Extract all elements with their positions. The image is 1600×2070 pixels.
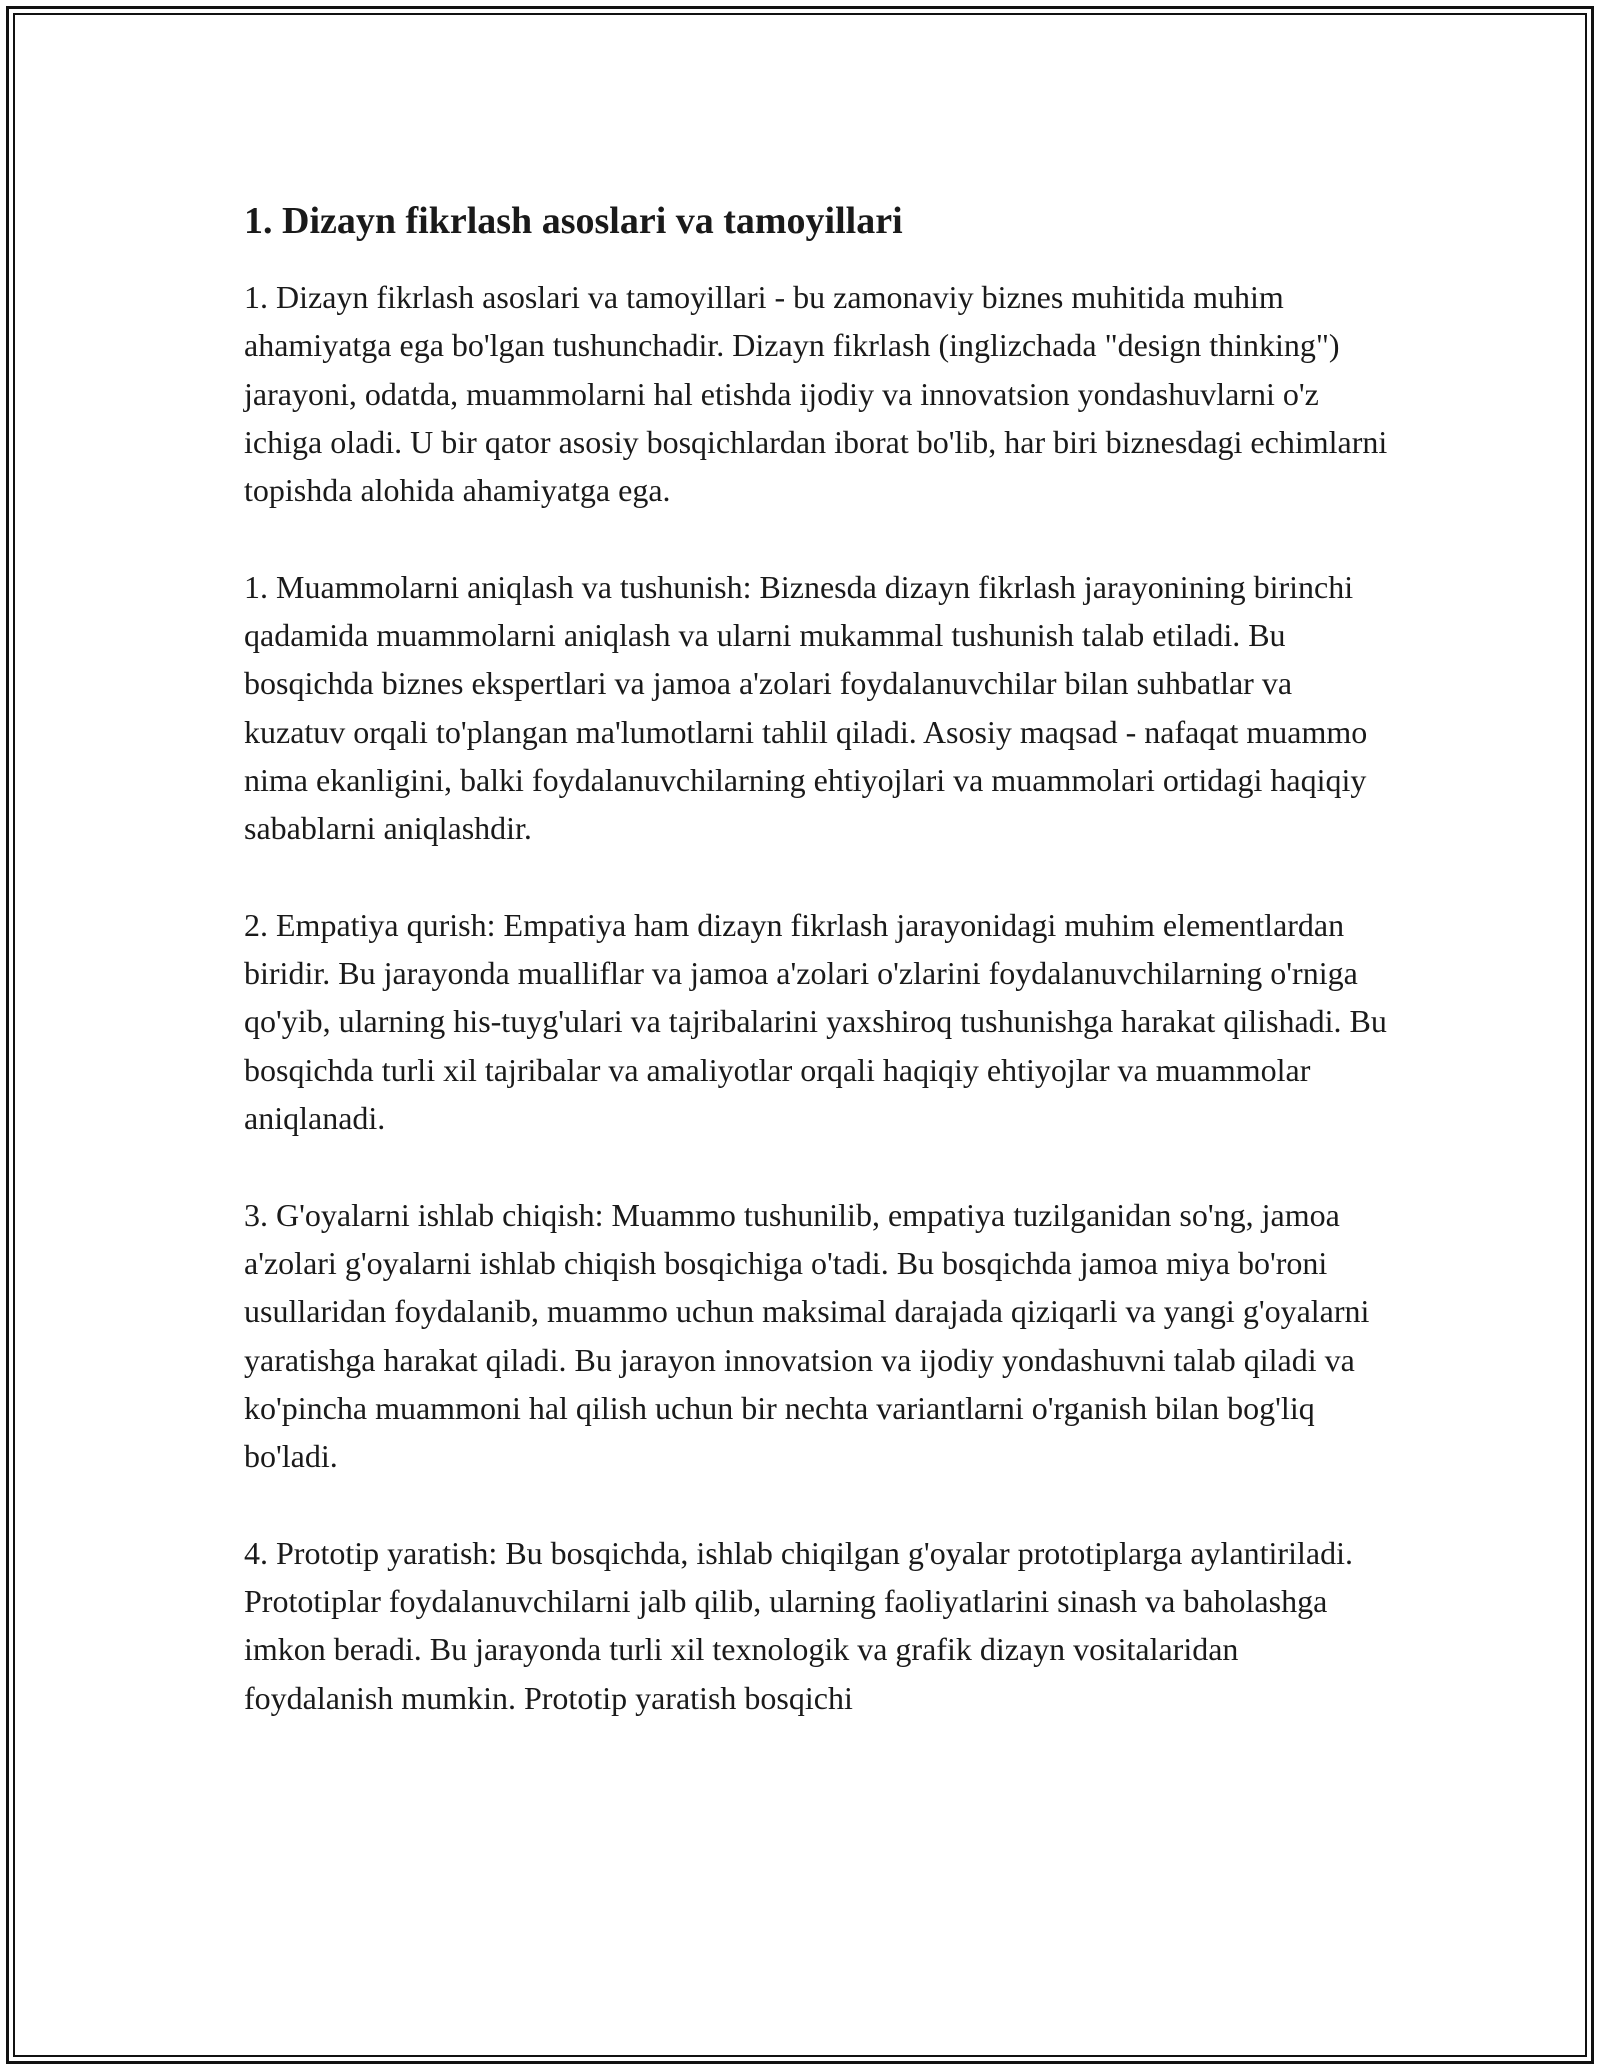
paragraph-step-4: 4. Prototip yaratish: Bu bosqichda, ishlab chiqilgan g'oyalar prototiplarga aylantiriladi. Prototiplar foydalanuvchilarni jalb qilib, ularning faoliyatlarini sinash va baholashga imkon beradi. Bu jarayonda turli xil texnologik va grafik dizayn vositalaridan foydalanish mumkin. Prototip yaratish bosqichi — [244, 1534, 1353, 1716]
paragraph-step-1: 1. Muammolarni aniqlash va tushunish: Biznesda dizayn fikrlash jarayonining birinchi qadamida muammolarni aniqlash va ularni mukammal tushunish talab etiladi. Bu bosqichda biznes ekspertlari va jamoa a'zolari foydalanuvchilar bilan suhbatlar va kuzatuv orqali to'plangan ma'lumotlarni tahlil qiladi. Asosiy maqsad - nafaqat muammo nima ekanligini, balki foydalanuvchilarning ehtiyojlari va muammolari ortidagi haqiqiy sabablarni aniqlashdir. — [244, 568, 1368, 847]
paragraph-step-2: 2. Empatiya qurish: Empatiya ham dizayn fikrlash jarayonidagi muhim elementlardan biridir. Bu jarayonda mualliflar va jamoa a'zolari o'zlarini foydalanuvchilarning o'rniga qo'yib, ularning his-tuyg'ulari va tajribalarini yaxshiroq tushunishga harakat qilishadi. Bu bosqichda turli xil tajribalar va amaliyotlar orqali haqiqiy ehtiyojlar va muammolar aniqlanadi. — [244, 906, 1387, 1137]
page-frame — [6, 6, 1594, 2064]
document-body — [244, 195, 1394, 1770]
document-heading: 1. Dizayn fikrlash asoslari va tamoyillari — [244, 200, 903, 242]
paragraph-step-3: 3. G'oyalarni ishlab chiqish: Muammo tushunilib, empatiya tuzilganidan so'ng, jamoa a'zolari g'oyalarni ishlab chiqish bosqichiga o'tadi. Bu bosqichda jamoa miya bo'roni usullaridan foydalanib, muammo uchun maksimal darajada qiziqarli va yangi g'oyalarni yaratishga harakat qiladi. Bu jarayon innovatsion va ijodiy yondashuvni talab qiladi va ko'pincha muammoni hal qilish uchun bir nechta variantlarni o'rganish bilan bog'liq bo'ladi. — [244, 1196, 1370, 1475]
paragraph-intro: 1. Dizayn fikrlash asoslari va tamoyillari - bu zamonaviy biznes muhitida muhim ahamiyatga ega bo'lgan tushunchadir. Dizayn fikrlash (inglizchada "design thinking") jarayoni, odatda, muammolarni hal etishda ijodiy va innovatsion yondashuvlarni o'z ichiga oladi. U bir qator asosiy bosqichlardan iborat bo'lib, har biri biznesdagi echimlarni topishda alohida ahamiyatga ega. — [244, 279, 1388, 509]
